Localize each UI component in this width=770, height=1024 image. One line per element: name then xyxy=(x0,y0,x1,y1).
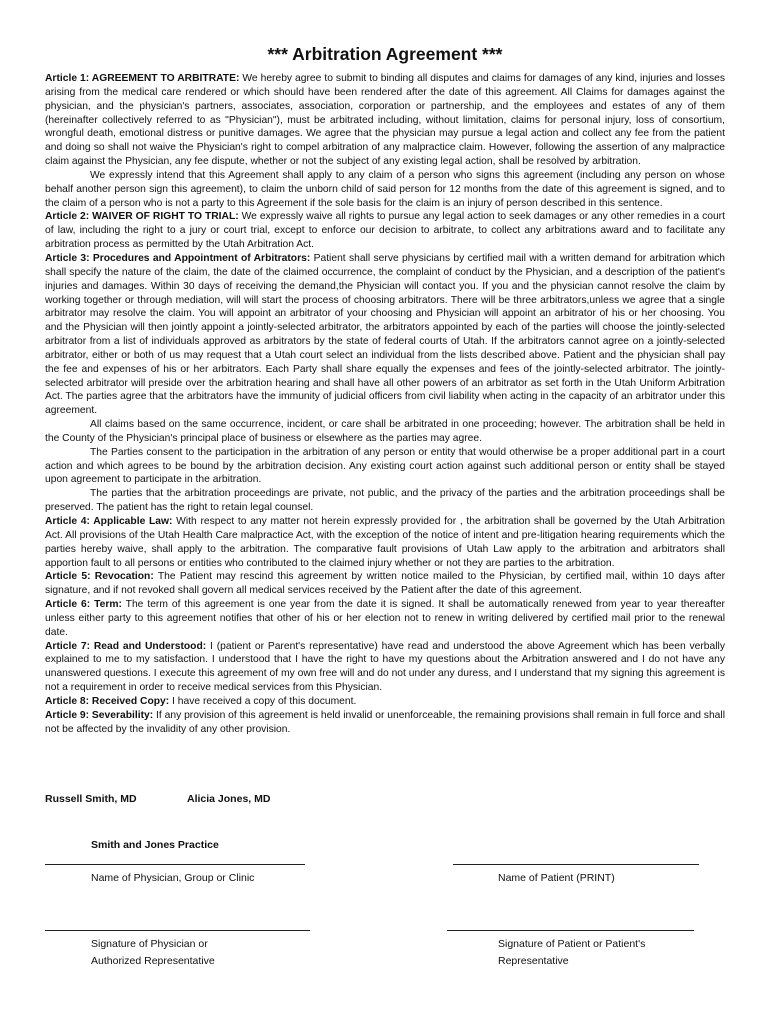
article-3 xyxy=(45,252,725,418)
article-3-label: Article 3: Procedures and Appointment of Arbitrators: xyxy=(45,252,311,264)
article-6 xyxy=(45,598,725,640)
article-1-text: We hereby agree to submit to binding all disputes and claims for damages of any kind, injuries and losses arising from the medical care rendered or which should have been rendered after the date of this agreement. All Claims for damages against the physician, and the physician's partners, associates, association, corporation or partnership, and the employees and estates of any of them (hereinafter collectively referred to as "Physician"), must be arbitrated including, without limitation, claims for personal injury, loss of consortium, wrongful death, emotional distress or punitive damages. We agree that the physician may pursue a legal action and collect any fee from the patient and doing so shall not waive the Physician's right to compel arbitration of any malpractice claim. However, following the assertion of any malpractice claim against the Physician, any fee dispute, whether or not the subject of any existing legal action, shall be resolved by arbitration. xyxy=(45,73,725,168)
article-9-label: Article 9: Severability: xyxy=(45,709,154,721)
article-1-paragraph-2: We expressly intend that this Agreement shall apply to any claim of a person who signs this agreement (including any person on whose behalf another person sign this agreement), to claim the unborn child of said person for 12 months from the date of this agreement is signed, and to the claim of a person who is not a party to this Agreement if the sole basis for the claim is an injury of person described in this sentence. xyxy=(45,169,725,209)
article-7-text: I (patient or Parent's representative) have read and understood the above Agreement which has been verbally explained to me to my satisfaction. I understood that I have the right to have my questions about the Arbitration answered and I do not have any unanswered questions. I execute this agreement of my own free will and do not under any duress, and I understand that my signing this agreement is not a requirement in order to receive medical services from this Physician. xyxy=(45,640,725,694)
article-2-label: Article 2: WAIVER OF RIGHT TO TRIAL: xyxy=(45,211,239,223)
article-5-text: The Patient may rescind this agreement by written notice mailed to the Physician, by certified mail, within 10 days after signature, and if not revoked shall govern all medical services received by the Patient after the date of this agreement. xyxy=(45,571,725,597)
article-6-label: Article 6: Term: xyxy=(45,599,122,611)
article-3-paragraph-2: All claims based on the same occurrence, incident, or care shall be arbitrated in one proceeding; however. The arbitration shall be held in the County of the Physician's principal place of business or elsewhere as the parties may agree. xyxy=(45,419,725,444)
patient-name-line[interactable] xyxy=(453,864,699,865)
article-5-label: Article 5: Revocation: xyxy=(45,571,154,583)
physician-signature-caption-line-1: Signature of Physician or xyxy=(91,938,208,950)
article-1-label: Article 1: AGREEMENT TO ARBITRATE: xyxy=(45,73,240,84)
patient-signature-caption xyxy=(498,936,645,970)
article-4-label: Article 4: Applicable Law: xyxy=(45,516,173,527)
article-4 xyxy=(45,515,725,570)
article-3-text: Patient shall serve physicians by certified mail with a written demand for arbitration which shall specify the nature of the claim, the date of the claimed occurrence, the complaint of conduct by the Physician, and a description of the patient's injuries and damages. Within 30 days of receiving the demand,the Physician will contact you. If you and the physician cannot resolve the claim by working together or through mediation, will will start the process of choosing arbitrators. There will be three arbitrators,unless we agree that a single arbitrator may resolve the claim. You will appoint an arbitrator of your choosing and Physician will appoint an arbitrator of his or her choosing. You and the Physician will then jointly appoint a jointly-selected arbitrator, the arbitrators appointed by each of the parties will choose the jointly-selected arbitrator from a list of individuals approved as arbitrators by the state of federal courts of Utah. If the arbitrators cannot agree on a jointly-selected arbitrator, either or both of us may request that a Utah court select an individual from the lists described above. Patient and the physician shall pay the fee and expenses of his or her arbitrators. Each Party shall share equally the expenses and fees of the jointly-selected arbitrator. The jointly-selected arbitrator will preside over the arbitration hearing and shall have all other powers of an arbitrator as set forth in the Utah Uniform Arbitration Act. The parties agree that the arbitrators have the immunity of judicial officers from civil liability when acting in the capacity of an arbitrator under this agreement. xyxy=(45,252,725,417)
physician-group-line[interactable] xyxy=(45,864,305,865)
article-1 xyxy=(45,72,725,169)
article-7-label: Article 7: Read and Understood: xyxy=(45,640,207,652)
physician-name-2: Alicia Jones, MD xyxy=(187,793,271,805)
document-title: *** Arbitration Agreement *** xyxy=(267,44,503,64)
physician-name-1: Russell Smith, MD xyxy=(45,793,137,805)
article-9-text: If any provision of this agreement is held invalid or unenforceable, the remaining provisions shall remain in full force and shall not be affected by the invalidity of any other provision. xyxy=(45,709,725,735)
article-2 xyxy=(45,210,725,252)
article-8-label: Article 8: Received Copy: xyxy=(45,695,170,707)
article-5 xyxy=(45,570,725,598)
article-8 xyxy=(45,695,725,709)
article-9 xyxy=(45,709,725,737)
article-7 xyxy=(45,640,725,695)
physician-signature-caption xyxy=(91,936,215,970)
article-3-paragraph-3: The Parties consent to the participation in the arbitration of any person or entity that would otherwise be a proper additional part in a court action and which agrees to be bound by the arbitration decision. Any existing court action against such additional person or entity shall be stayed upon agreement to participate in the arbitration. xyxy=(45,446,725,486)
practice-name: Smith and Jones Practice xyxy=(91,839,219,851)
patient-signature-caption-line-1: Signature of Patient or Patient's xyxy=(498,938,646,950)
physician-signature-caption-line-2: Authorized Representative xyxy=(91,955,215,967)
article-6-text: The term of this agreement is one year from the date it is signed. It shall be automatically renewed from year to year thereafter unless either party to this agreement notifies that other of his or her election not to renew in writing delivered by certified mail prior to the renewal date. xyxy=(45,599,725,638)
article-3-paragraph-4: The parties that the arbitration proceedings are private, not public, and the privacy of the parties and the arbitration proceedings shall be preserved. The patient has the right to retain legal counsel. xyxy=(45,488,725,514)
physician-group-caption: Name of Physician, Group or Clinic xyxy=(91,872,255,884)
agreement-body xyxy=(45,72,725,737)
article-2-text: We expressly waive all rights to pursue any legal action to seek damages or any other remedies in a court of law, including the right to a jury or court trial, except to enforce our decision to arbitrate, to collect any arbitrations award and to facilitate any arbitration process as permitted by the Utah Arbitration Act. xyxy=(45,211,725,251)
patient-signature-line[interactable] xyxy=(447,930,694,931)
article-4-text: With respect to any matter not herein expressly provided for , the arbitration shall be governed by the Utah Arbitration Act. All provisions of the Utah Health Care malpractice Act, with the exception of the notice of intent and pre-litigation hearing requirements which the parties hereby waive, shall apply to the arbitration. The comparative fault provisions of Utah Law apply to the arbitration and arbitrators shall apportion fault to all persons or entities who contributed to the claimed injury whether or not they are parties to the arbitration. xyxy=(45,516,725,569)
physician-names xyxy=(45,793,270,805)
patient-name-caption: Name of Patient (PRINT) xyxy=(498,872,615,884)
physician-signature-line[interactable] xyxy=(45,930,310,931)
patient-signature-caption-line-2: Representative xyxy=(498,955,569,967)
article-8-text: I have received a copy of this document. xyxy=(169,695,357,707)
